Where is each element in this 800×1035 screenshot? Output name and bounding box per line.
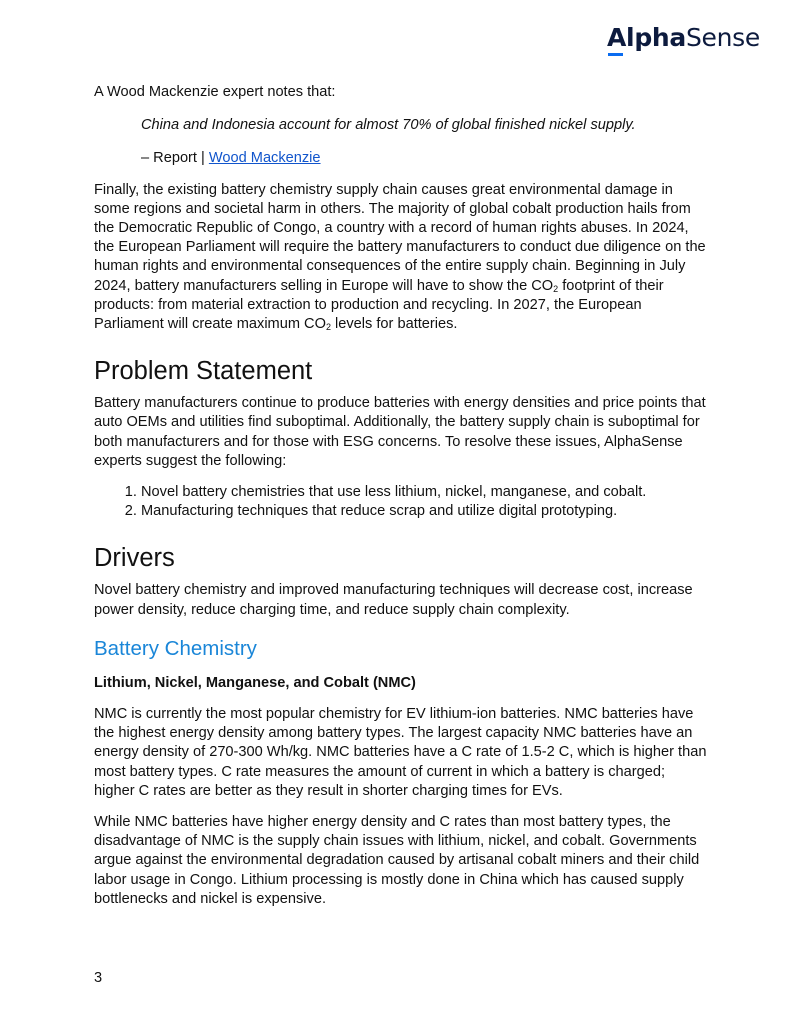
nmc-paragraph-1: NMC is currently the most popular chemistry for EV lithium-ion batteries. NMC batteries have the highest energy density among battery types. The largest capacity NMC batteries have an energy density of 270-300 Wh/kg. NMC batteries have a C rate of 1.5-2 C, which is higher than most battery types. C rate measures the amount of current in which a battery is charged; higher C rates are better as they result in shorter charging times for EVs. xyxy=(94,706,707,799)
document-body xyxy=(94,80,709,909)
drivers-heading: Drivers xyxy=(94,544,175,573)
supply-chain-paragraph xyxy=(94,181,709,335)
suggestions-list xyxy=(94,483,709,521)
quote-source xyxy=(141,149,709,168)
co2-subscript-2: 2 xyxy=(325,322,331,333)
supply-chain-text-1: Finally, the existing battery chemistry supply chain causes great environmental damage in some regions and societal harm in others. The majority of global cobalt production hails from the Democratic Republic of Congo, a country with a record of human rights abuses. In 2024, the European Parliament will require the battery manufacturers to conduct due diligence on the human rights and environmental consequences of the entire supply chain. Beginning in July 2024, battery manufacturers selling in Europe will have to show the CO xyxy=(94,181,706,294)
drivers-body: Novel battery chemistry and improved manufacturing techniques will decrease cost, increase power density, reduce charging time, and reduce supply chain complexity. xyxy=(94,582,693,618)
logo-light-part: Sense xyxy=(685,23,760,52)
alphasense-logo xyxy=(607,22,760,56)
co2-subscript-1: 2 xyxy=(553,283,559,294)
intro-text: A Wood Mackenzie expert notes that: xyxy=(94,84,336,100)
problem-statement-body: Battery manufacturers continue to produce batteries with energy densities and price points that auto OEMs and utilities find suboptimal. Additionally, the battery supply chain is suboptimal for both manufacturers and for those with ESG concerns. To resolve these issues, AlphaSense experts suggest the following: xyxy=(94,395,706,469)
page-number: 3 xyxy=(94,970,103,986)
logo-text xyxy=(607,22,760,54)
logo-bold-part: Alpha xyxy=(607,23,686,52)
nmc-subheading: Lithium, Nickel, Manganese, and Cobalt (NMC) xyxy=(94,674,416,691)
supply-chain-text-2: footprint of their products: from material extraction to production and recycling. In 2027, the European Parliament will create maximum CO xyxy=(94,277,664,333)
list-item: 2. Manufacturing techniques that reduce scrap and utilize digital prototyping. xyxy=(141,502,709,521)
logo-underline-mark xyxy=(608,53,623,56)
nmc-paragraph-2: While NMC batteries have higher energy density and C rates than most battery types, the disadvantage of NMC is the supply chain issues with lithium, nickel, and cobalt. Governments argue against the environmental degradation caused by artisanal cobalt miners and their child labor usage in Congo. Lithium processing is mostly done in China which has caused supply bottlenecks and nickel is expensive. xyxy=(94,814,700,907)
wood-mackenzie-link[interactable]: Wood Mackenzie xyxy=(208,150,321,167)
expert-quote: China and Indonesia account for almost 70% of global finished nickel supply. xyxy=(141,117,636,134)
source-prefix: – Report | xyxy=(141,150,209,167)
battery-chemistry-heading: Battery Chemistry xyxy=(94,636,257,660)
supply-chain-text-3: levels for batteries. xyxy=(330,316,458,333)
problem-statement-heading: Problem Statement xyxy=(94,357,313,386)
list-item: 1. Novel battery chemistries that use less lithium, nickel, manganese, and cobalt. xyxy=(141,483,709,502)
